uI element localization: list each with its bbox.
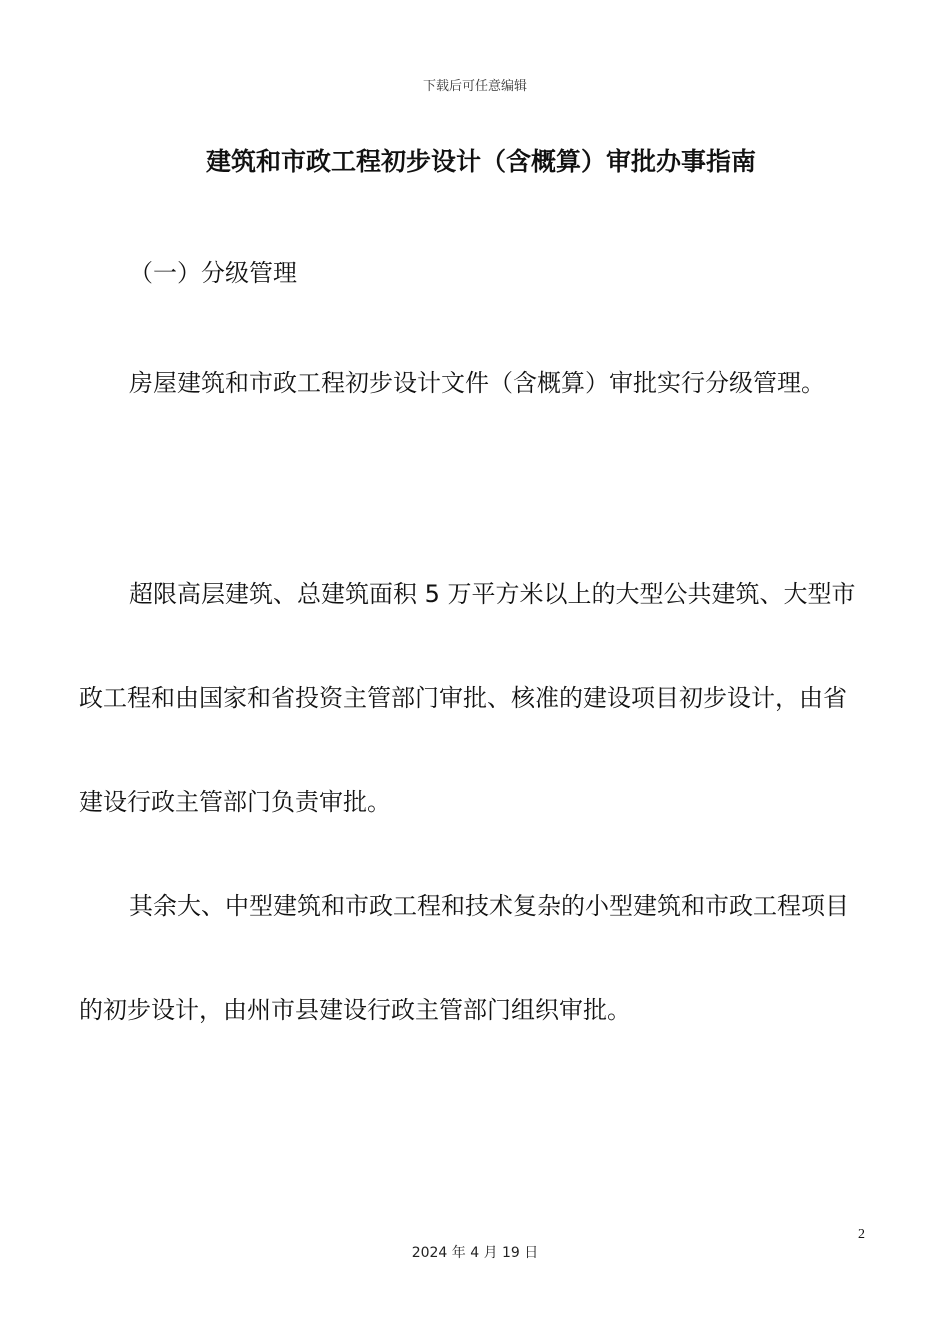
document-title: 建筑和市政工程初步设计（含概算）审批办事指南 <box>206 147 757 176</box>
header-note: 下载后可任意编辑 <box>422 79 527 94</box>
paragraph-provincial-approval: 超限高层建筑、总建筑面积 5 万平方米以上的大型公共建筑、大型市政工程和由国家和省投资主管部门审批、核准的建设项目初步设计，由省建设行政主管部门负责审批。 <box>79 580 856 816</box>
page-number: 2 <box>858 1227 865 1242</box>
section-heading: （一）分级管理 <box>129 259 297 287</box>
footer-date: 2024 年 4 月 19 日 <box>411 1245 539 1261</box>
paragraph-local-approval: 其余大、中型建筑和市政工程和技术复杂的小型建筑和市政工程项目的初步设计，由州市县建设行政主管部门组织审批。 <box>79 892 849 1024</box>
paragraph-grading-management: 房屋建筑和市政工程初步设计文件（含概算）审批实行分级管理。 <box>129 369 825 397</box>
